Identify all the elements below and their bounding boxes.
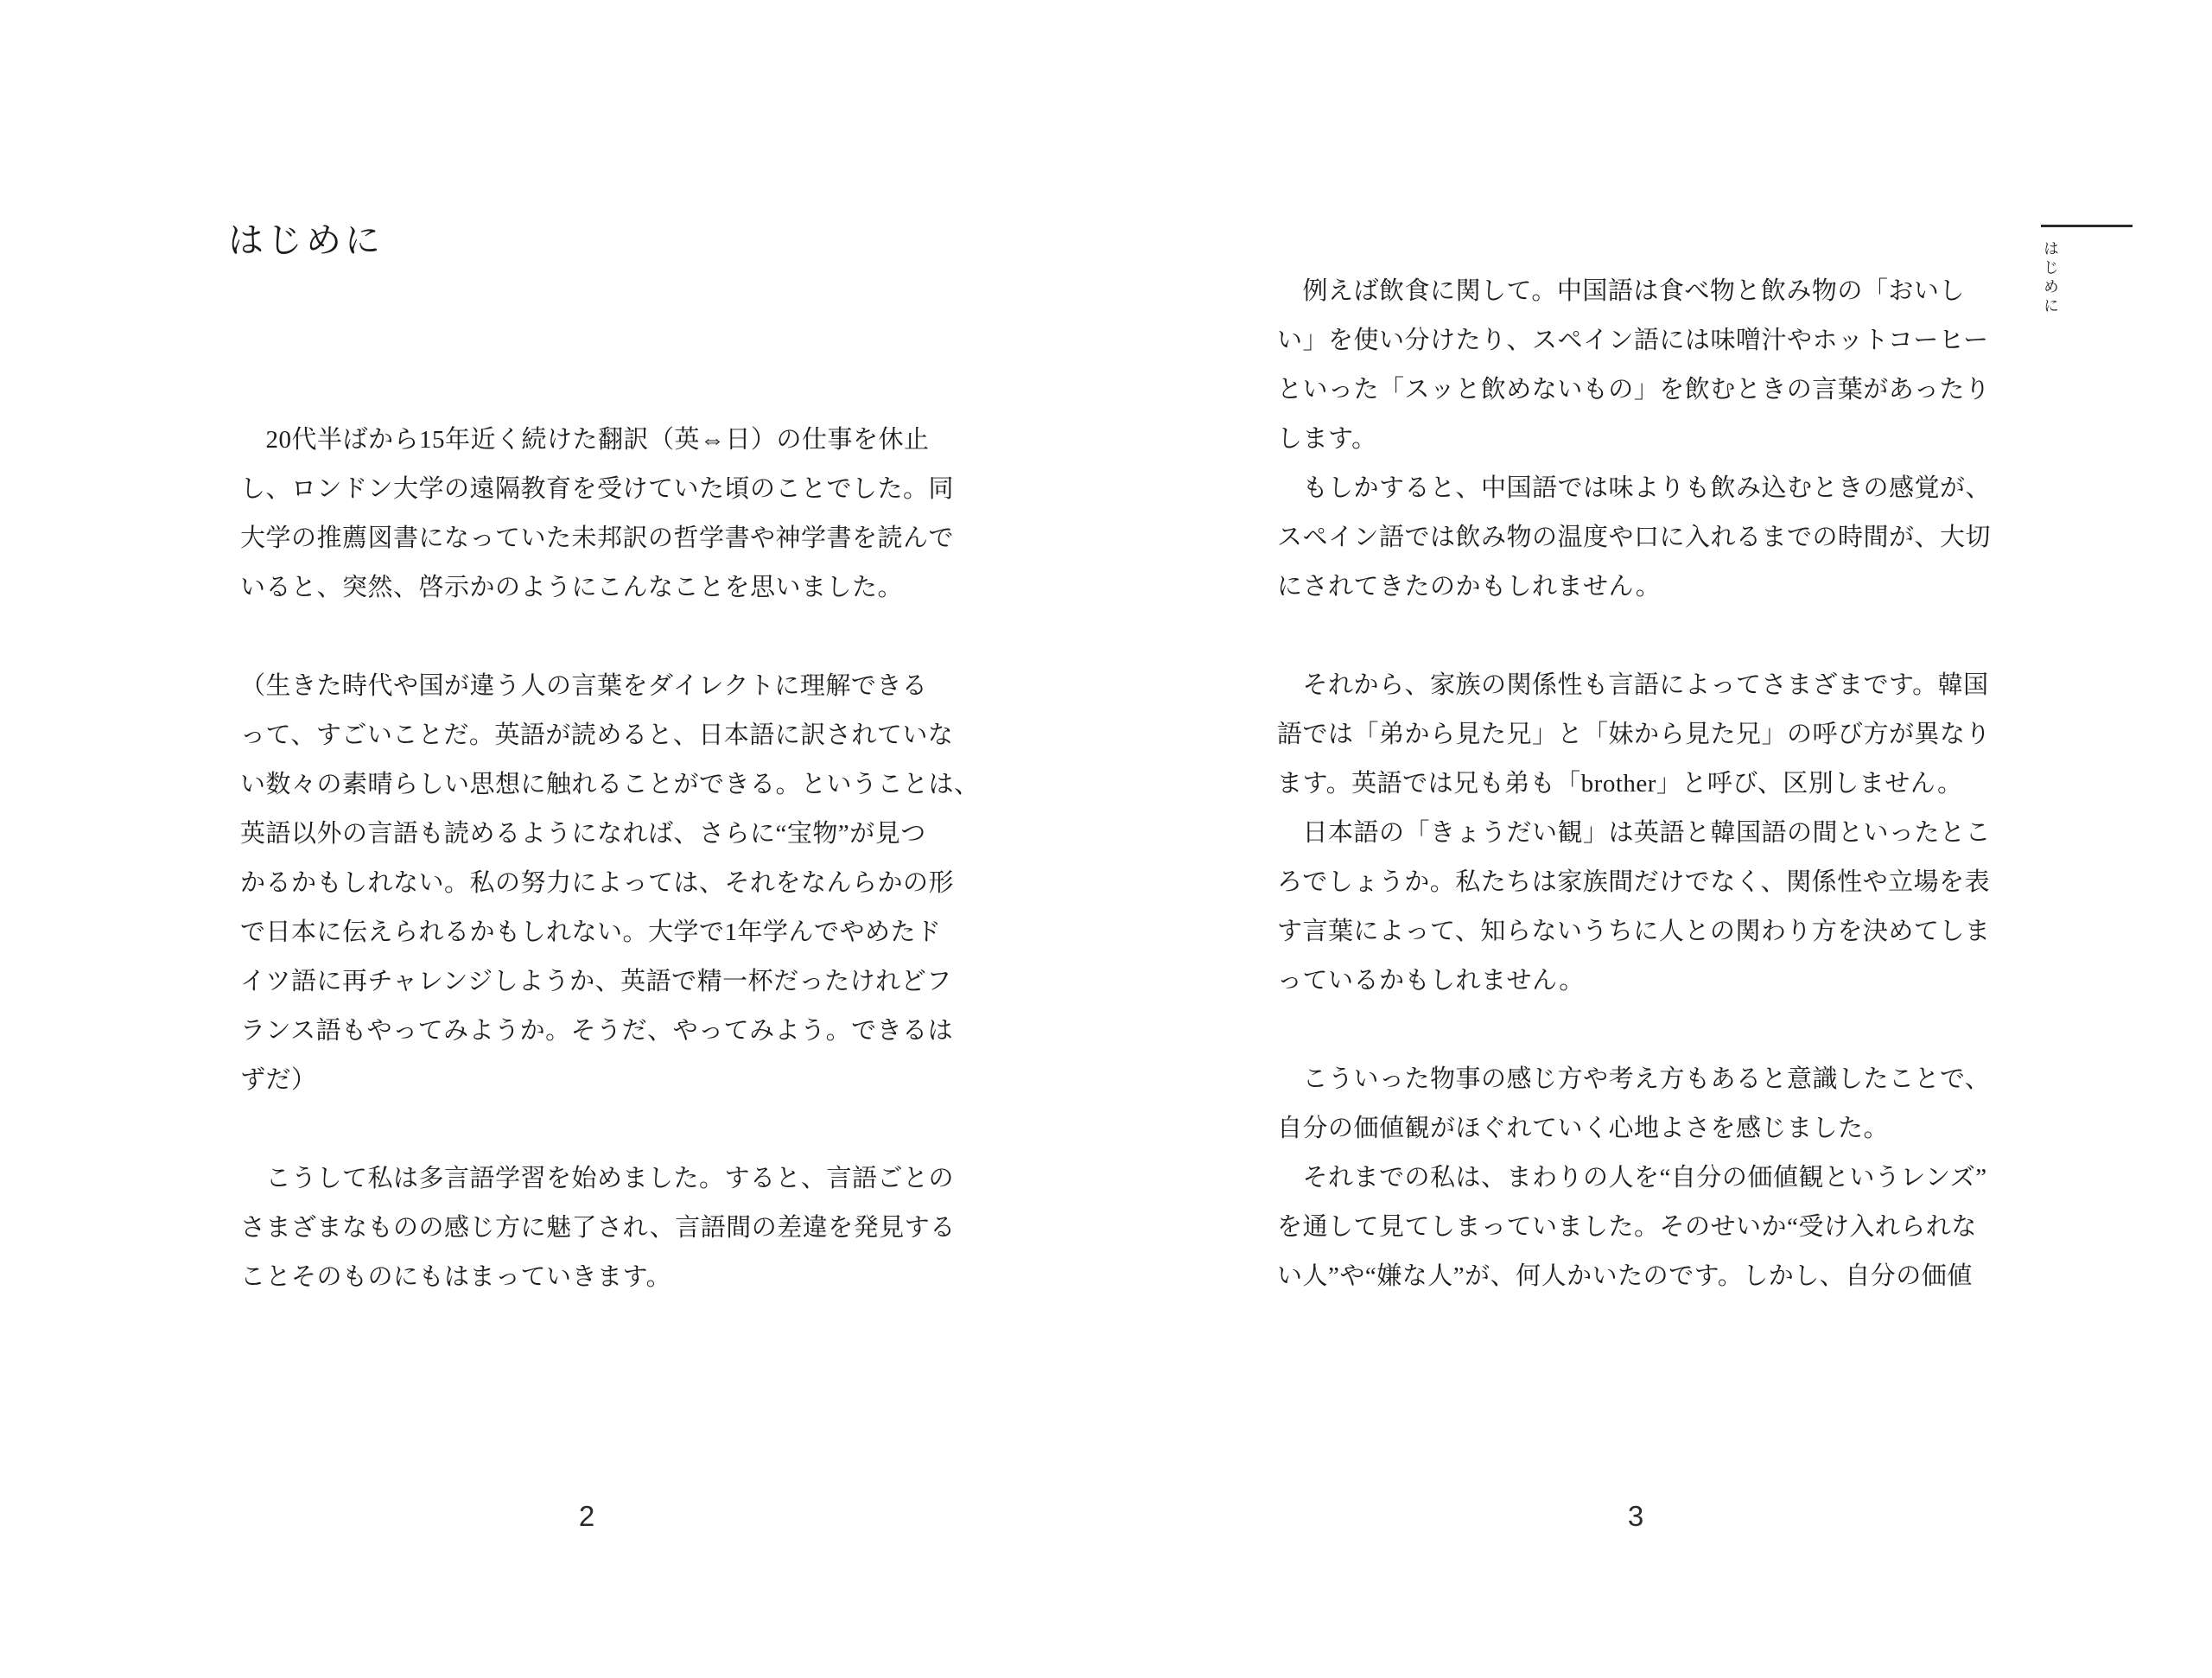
- text-line: し、ロンドン大学の遠隔教育を受けていた頃のことでした。同: [240, 475, 955, 503]
- text-line: いると、突然、啓示かのようにこんなことを思いました。: [240, 574, 904, 601]
- text-line: それから、家族の関係性も言語によってさまざまです。韓国: [1277, 671, 1989, 699]
- text-line: 大学の推薦図書になっていた未邦訳の哲学書や神学書を読んで: [240, 524, 955, 552]
- text-line: さまざまなものの感じ方に魅了され、言語間の差違を発見する: [240, 1214, 956, 1242]
- text-line: 語では「弟から見た兄」と「妹から見た兄」の呼び方が異なり: [1277, 721, 1992, 748]
- text-line: ます。英語では兄も弟も「brother」と呼び、区別しません。: [1277, 770, 1963, 798]
- text-line: ことそのものにもはまっていきます。: [240, 1263, 672, 1291]
- running-head-rule: [2041, 225, 2133, 227]
- text-line: って、すごいことだ。英語が読めると、日本語に訳されていな: [240, 721, 954, 749]
- text-line: ろでしょうか。私たちは家族間だけでなく、関係性や立場を表: [1277, 868, 1991, 896]
- text-line: といった「スッと飲めないもの」を飲むときの言葉があったり: [1277, 376, 1991, 404]
- text-line: 日本語の「きょうだい観」は英語と韓国語の間といったとこ: [1277, 819, 1992, 847]
- text-line: っているかもしれません。: [1277, 967, 1585, 995]
- text-line: を通して見てしまっていました。そのせいか“受け入れられな: [1277, 1213, 1977, 1241]
- text-line: （生きた時代や国が違う人の言葉をダイレクトに理解できる: [240, 672, 928, 700]
- text-line: い」を使い分けたり、スペイン語には味噌汁やホットコーヒー: [1277, 327, 1989, 354]
- paragraph-block: [1277, 661, 2003, 1006]
- text-line: それまでの私は、まわりの人を“自分の価値観というレンズ”: [1277, 1164, 1987, 1192]
- right-page-text-column: [1277, 267, 2003, 1301]
- paragraph-block: [240, 662, 980, 1105]
- paragraph-block: [1277, 267, 2003, 612]
- text-line: い数々の素晴らしい思想に触れることができる。ということは、: [240, 771, 980, 798]
- text-line: します。: [1277, 425, 1377, 453]
- chapter-heading: はじめに: [228, 220, 384, 260]
- paragraph-block: [1277, 1055, 2003, 1301]
- text-line: 自分の価値観がほぐれていく心地よさを感じました。: [1277, 1115, 1890, 1142]
- page-number-right: 3: [1627, 1500, 1644, 1532]
- text-line: もしかすると、中国語では味よりも飲み込むときの感覚が、: [1277, 474, 1992, 502]
- text-line: す言葉によって、知らないうちに人との関わり方を決めてしま: [1277, 918, 1991, 945]
- text-line: スペイン語では飲み物の温度や口に入れるまでの時間が、大切: [1277, 524, 1992, 551]
- left-page-text-column: [240, 416, 980, 1302]
- text-line: 20代半ばから15年近く続けた翻訳（英⇔日）の仕事を休止: [240, 426, 930, 454]
- text-line: 英語以外の言語も読めるようになれば、さらに“宝物”が見つ: [240, 820, 926, 848]
- text-line: イツ語に再チャレンジしようか、英語で精一杯だったけれどフ: [240, 968, 952, 995]
- text-line: ランス語もやってみようか。そうだ、やってみよう。できるは: [240, 1017, 954, 1045]
- text-line: で日本に伝えられるかもしれない。大学で1年学んでやめたド: [240, 918, 942, 946]
- page-number-left: 2: [578, 1500, 595, 1532]
- text-line: かるかもしれない。私の努力によっては、それをなんらかの形: [240, 869, 955, 897]
- paragraph-block: [240, 1154, 966, 1302]
- text-line: こういった物事の感じ方や考え方もあると意識したことで、: [1277, 1065, 1991, 1093]
- text-line: 例えば飲食に関して。中国語は食べ物と飲み物の「おいし: [1277, 277, 1965, 305]
- text-line: い人”や“嫌な人”が、何人かいたのです。しかし、自分の価値: [1277, 1262, 1973, 1290]
- text-line: ずだ）: [240, 1066, 317, 1094]
- text-line: にされてきたのかもしれません。: [1277, 573, 1662, 601]
- text-line: こうして私は多言語学習を始めました。すると、言語ごとの: [240, 1165, 955, 1192]
- paragraph-block: [240, 416, 966, 613]
- running-head: はじめに: [2042, 240, 2059, 316]
